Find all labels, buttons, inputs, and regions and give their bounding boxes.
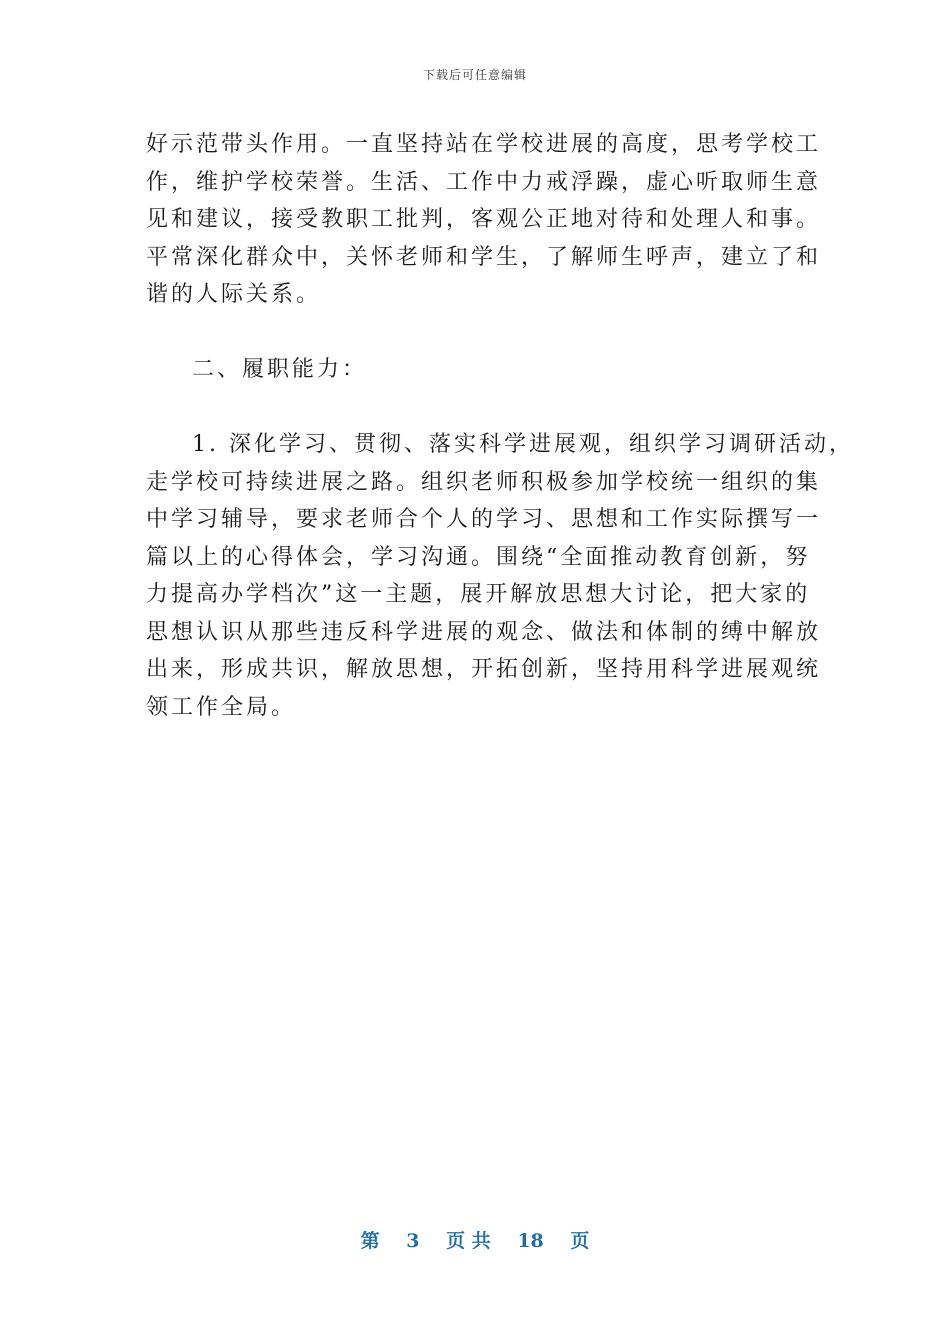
text-line: 力提高办学档次”这一主题，展开解放思想大讨论，把大家的: [146, 582, 811, 607]
current-page-number: 3: [406, 1230, 420, 1252]
text-line: 1. 深化学习、贯彻、落实科学进展观，组织学习调研活动，: [192, 432, 854, 457]
text-line: 思想认识从那些违反科学进展的观念、做法和体制的缚中解放: [146, 619, 822, 645]
text-line: 平常深化群众中，关怀老师和学生，了解师生呼声，建立了和: [146, 244, 822, 270]
text-line: 中学习辅导，要求老师合个人的学习、思想和工作实际撰写一: [146, 507, 822, 532]
section-heading-text: 二、履职能力：: [192, 357, 368, 382]
footer-suffix: 页: [570, 1230, 590, 1252]
text-line: 出来，形成共识，解放思想，开拓创新，坚持用科学进展观统: [146, 657, 822, 682]
text-line: 见和建议，接受教职工批判，客观公正地对待和处理人和事。: [146, 207, 822, 232]
header-note: 下载后可任意编辑: [422, 68, 527, 82]
paragraph-2: [146, 426, 854, 726]
page-footer: [0, 1226, 950, 1253]
footer-middle: 页 共: [446, 1230, 491, 1252]
section-heading: [146, 351, 796, 389]
text-line: 篇以上的心得体会，学习沟通。围绕“全面推动教育创新，努: [146, 544, 811, 570]
footer-prefix: 第: [360, 1230, 380, 1252]
total-pages-number: 18: [517, 1230, 544, 1252]
text-line: 作，维护学校荣誉。生活、工作中力戒浮躁，虚心听取师生意: [146, 169, 822, 195]
text-line: 好示范带头作用。一直坚持站在学校进展的高度，思考学校工: [146, 132, 822, 157]
paragraph-1: [146, 126, 822, 314]
text-line: 走学校可持续进展之路。组织老师积极参加学校统一组织的集: [146, 469, 822, 495]
text-line: 谐的人际关系。: [146, 282, 322, 307]
text-line: 领工作全局。: [146, 694, 297, 720]
document-body: [146, 126, 854, 726]
